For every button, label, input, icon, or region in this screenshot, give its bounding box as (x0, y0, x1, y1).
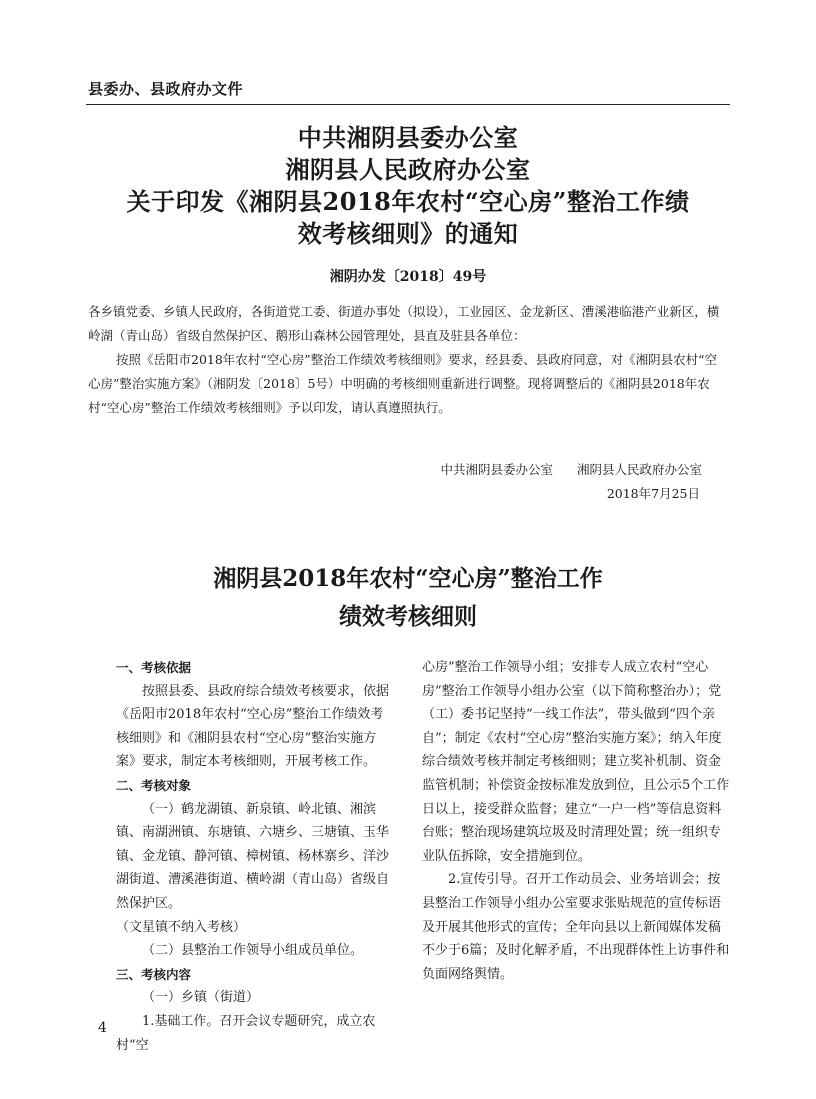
running-head: 县委办、县政府办文件 (88, 80, 244, 98)
rules-title-line: 绩效考核细则 (339, 603, 477, 630)
signatory-government-office: 湘阴县人民政府办公室 (576, 462, 702, 477)
section-heading: 二、考核对象 (116, 777, 192, 793)
signatory-party-office: 中共湘阴县委办公室 (440, 462, 553, 477)
notice-title-line: 湘阴县人民政府办公室 (285, 155, 531, 184)
notice-title-line: 中共湘阴县委办公室 (297, 123, 519, 152)
paragraph: 2.宣传引导。召开工作动员会、业务培训会；按县整治工作领导小组办公室要求张贴规范的宣传标语及开展其他形式的宣传；全年向县以上新闻媒体发稿不少于6篇；及时化解矛盾，不出现群体性上访事件和负面网络舆情。 (422, 872, 730, 982)
paragraph: 心房”整治工作领导小组；安排专人成立农村“空心房”整治工作领导小组办公室（以下简称整治办）；党（工）委书记坚持“一线工作法”，带头做到“四个亲自”；制定《农村“空心房”整治实施方案》；纳入年度综合绩效考核并制定考核细则；建立奖补机制、资金监管机制；补偿资金按标准发放到位，且公示5个工作日以上，接受群众监督；建立“一户一档”等信息资料台账；整治现场建筑垃圾及时清理处置；统一组织专业队伍拆除，安全措施到位。 (422, 660, 730, 864)
paragraph: （文星镇不纳入考核） (116, 919, 247, 935)
rules-title-line: 湘阴县2018年农村“空心房”整治工作 (213, 565, 603, 592)
paragraph: （一）乡镇（街道） (142, 990, 260, 1006)
paragraph: 1.基础工作。召开会议专题研究，成立农村“空 (116, 1013, 376, 1053)
paragraph: （一）鹤龙湖镇、新泉镇、岭北镇、湘滨镇、南湖洲镇、东塘镇、六塘乡、三塘镇、玉华镇、金龙镇、静河镇、樟树镇、杨林寨乡、洋沙湖街道、漕溪港街道、横岭湖（青山岛）省级自然保护区。 (116, 801, 390, 911)
left-column (116, 656, 394, 1057)
document-number: 湘阴办发〔2018〕49号 (329, 269, 487, 285)
paragraph: （二）县整治工作领导小组成员单位。 (142, 943, 364, 959)
right-column (422, 656, 730, 986)
section-heading: 一、考核依据 (116, 660, 192, 675)
addressee: 各乡镇党委、乡镇人民政府，各街道党工委、街道办事处（拟设），工业园区、金龙新区、漕溪港临港产业新区，横岭湖（青山岛）省级自然保护区、鹅形山森林公园管理处，县直及驻县各单位： (88, 304, 720, 343)
page-number: 4 (98, 1020, 107, 1036)
notice-title-line: 效考核细则》的通知 (297, 219, 519, 248)
issue-date: 2018年7月25日 (606, 486, 700, 501)
notice-title (80, 122, 736, 250)
notice-body: 按照《岳阳市2018年农村“空心房”整治工作绩效考核细则》要求，经县委、县政府同意，对《湘阴县农村“空心房”整治实施方案》（湘阴发〔2018〕5号）中明确的考核细则重新进行调整。现将调整后的《湘阴县2018年农村“空心房”整治工作绩效考核细则》予以印发，请认真遵照执行。 (88, 352, 717, 415)
signatories (440, 460, 702, 478)
paragraph: 按照县委、县政府综合绩效考核要求，依据《岳阳市2018年农村“空心房”整治工作绩效考核细则》和《湘阴县农村“空心房”整治实施方案》要求，制定本考核细则，开展考核工作。 (116, 683, 390, 770)
rules-title (80, 560, 736, 636)
section-heading: 三、考核内容 (116, 966, 192, 982)
header-rule (86, 104, 730, 105)
notice-title-line: 关于印发《湘阴县2018年农村“空心房”整治工作绩 (126, 187, 690, 216)
